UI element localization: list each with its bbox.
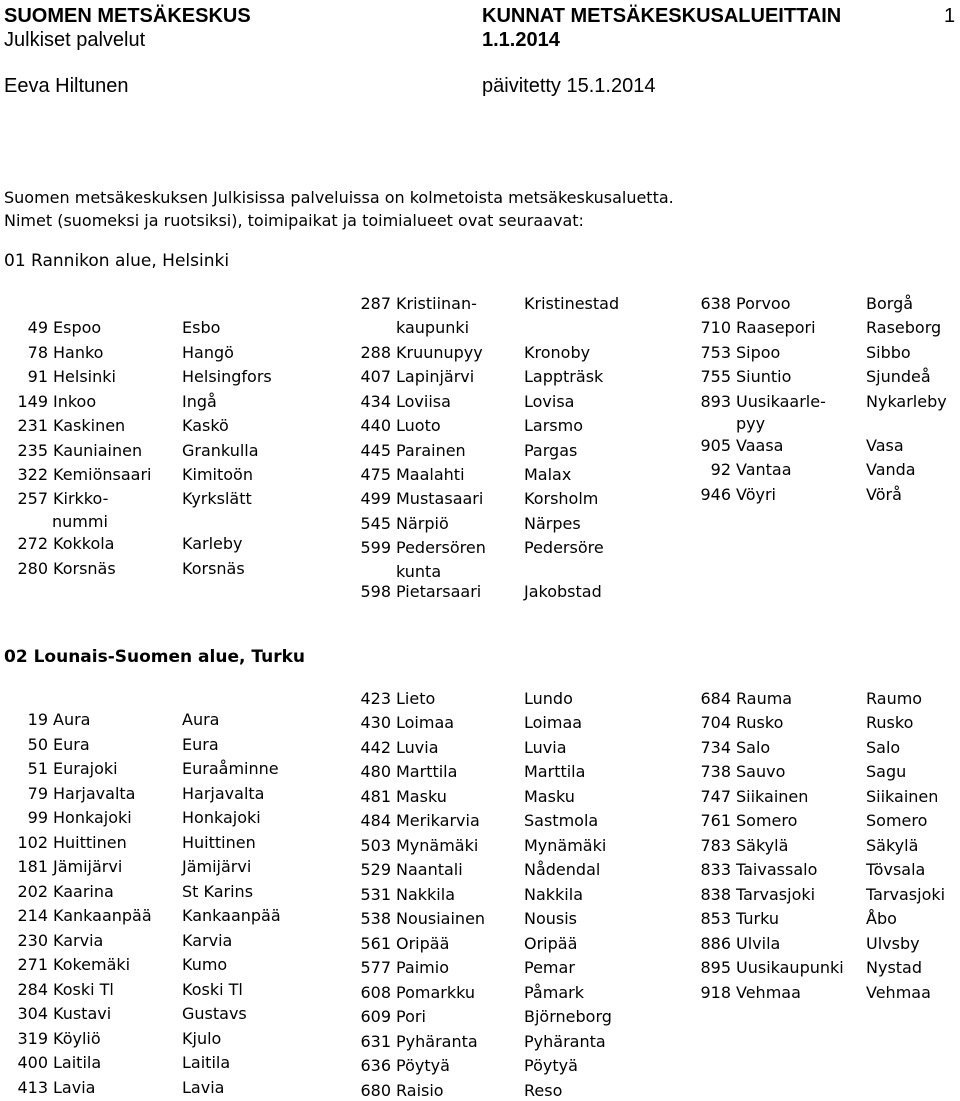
municipality-name-fi: Uusikaupunki — [736, 958, 844, 977]
municipality-number: 423 — [360, 689, 391, 708]
municipality-name-sv: Euraåminne — [182, 759, 279, 778]
municipality-name-sv: Gustavs — [182, 1004, 247, 1023]
municipality-number: 946 — [700, 485, 731, 504]
municipality-name-sv: Vanda — [866, 460, 916, 479]
municipality-name-fi: Harjavalta — [53, 784, 136, 803]
municipality-name-sv: Nousis — [524, 909, 578, 928]
municipality-name-fi: Luvia — [396, 738, 439, 757]
municipality-name-fi: Vaasa — [736, 436, 784, 455]
municipality-number: 531 — [360, 885, 391, 904]
municipality-name-fi: Masku — [396, 787, 447, 806]
municipality-name-sv: Harjavalta — [182, 784, 265, 803]
municipality-name-fi: Oripää — [396, 934, 450, 953]
municipality-name-fi: Eurajoki — [53, 759, 118, 778]
municipality-name-fi: Paimio — [396, 958, 449, 977]
municipality-number: 442 — [360, 738, 391, 757]
municipality-name-fi: Jämijärvi — [53, 857, 123, 876]
municipality-name-fi: Kokemäki — [53, 955, 131, 974]
municipality-number: 918 — [700, 983, 731, 1002]
municipality-name-fi: Eura — [53, 735, 90, 754]
municipality-name-sv: Larsmo — [524, 416, 584, 435]
municipality-number: 257 — [17, 489, 48, 508]
municipality-name-fi: Lapinjärvi — [396, 367, 475, 386]
municipality-name-sv: Nakkila — [524, 885, 583, 904]
municipality-number: 529 — [360, 860, 391, 879]
municipality-name-sv: Malax — [524, 465, 572, 484]
municipality-name-fi: Karvia — [53, 931, 104, 950]
municipality-name-sv: Tövsala — [866, 860, 926, 879]
municipality-name-fi: Marttila — [396, 762, 458, 781]
municipality-name-sv: Nystad — [866, 958, 923, 977]
municipality-number: 680 — [360, 1081, 391, 1100]
municipality-name-fi: Taivassalo — [736, 860, 818, 879]
municipality-name-sv: Sastmola — [524, 811, 599, 830]
municipality-number: 481 — [360, 787, 391, 806]
municipality-number: 480 — [360, 762, 391, 781]
municipality-number: 499 — [360, 489, 391, 508]
municipality-name-sv: Kyrkslätt — [182, 489, 252, 508]
municipality-name-fi: Mustasaari — [396, 489, 484, 508]
intro-line-1: Suomen metsäkeskuksen Julkisissa palveluissa on kolmetoista metsäkeskusaluetta. — [4, 188, 674, 207]
municipality-name-sv: Helsingfors — [182, 367, 272, 386]
municipality-number: 577 — [360, 958, 391, 977]
municipality-name-sv: Påmark — [524, 983, 584, 1002]
municipality-number: 886 — [700, 934, 731, 953]
municipality-name-sv: Oripää — [524, 934, 578, 953]
municipality-name-sv: Lovisa — [524, 392, 575, 411]
municipality-name-fi: Parainen — [396, 441, 466, 460]
municipality-name-sv: Koski Tl — [182, 980, 243, 999]
municipality-number: 181 — [17, 857, 48, 876]
municipality-number: 747 — [700, 787, 731, 806]
municipality-name-fi: Kustavi — [53, 1004, 112, 1023]
municipality-number: 853 — [700, 909, 731, 928]
municipality-name-sv: Luvia — [524, 738, 567, 757]
municipality-number: 79 — [27, 784, 48, 803]
section-title-01: 01 Rannikon alue, Helsinki — [4, 251, 230, 271]
municipality-name-fi: Rusko — [736, 713, 784, 732]
municipality-number: 91 — [27, 367, 48, 386]
municipality-name-sv: Vehmaa — [866, 983, 931, 1002]
municipality-number: 214 — [17, 906, 48, 925]
municipality-name-sv: Laitila — [182, 1053, 231, 1072]
municipality-name-sv: Närpes — [524, 514, 581, 533]
org-name: SUOMEN METSÄKESKUS — [4, 5, 251, 27]
municipality-name-fi: Loimaa — [396, 713, 455, 732]
municipality-number: 753 — [700, 343, 731, 362]
municipality-name-fi: Nousiainen — [396, 909, 486, 928]
municipality-name-fi: Siuntio — [736, 367, 792, 386]
municipality-number: 833 — [700, 860, 731, 879]
municipality-name-sv: Korsholm — [524, 489, 599, 508]
municipality-number: 561 — [360, 934, 391, 953]
municipality-number: 202 — [17, 882, 48, 901]
municipality-number: 734 — [700, 738, 731, 757]
municipality-name-fi: Lieto — [396, 689, 436, 708]
municipality-name-sv: Rusko — [866, 713, 914, 732]
updated-date: päivitetty 15.1.2014 — [482, 75, 656, 97]
municipality-name-fi: Sipoo — [736, 343, 781, 362]
municipality-number: 503 — [360, 836, 391, 855]
municipality-name-fi: Merikarvia — [396, 811, 480, 830]
municipality-name-sv: Lappträsk — [524, 367, 604, 386]
municipality-number: 445 — [360, 441, 391, 460]
municipality-name-sv: Sibbo — [866, 343, 911, 362]
municipality-name-sv: Hangö — [182, 343, 234, 362]
municipality-name-sv: Loimaa — [524, 713, 583, 732]
municipality-number: 710 — [700, 318, 731, 337]
municipality-number: 598 — [360, 582, 391, 601]
municipality-number: 319 — [17, 1029, 48, 1048]
municipality-name-fi: Kankaanpää — [53, 906, 152, 925]
municipality-name-fi: Sauvo — [736, 762, 786, 781]
municipality-name-fi: Maalahti — [396, 465, 465, 484]
municipality-name-sv: Pedersöre — [524, 538, 604, 557]
municipality-name-fi: Kruunupyy — [396, 343, 483, 362]
municipality-name-sv: Nådendal — [524, 860, 601, 879]
municipality-name-sv: Åbo — [866, 909, 897, 928]
municipality-number: 755 — [700, 367, 731, 386]
municipality-name-sv: Somero — [866, 811, 928, 830]
municipality-number: 271 — [17, 955, 48, 974]
municipality-number: 413 — [17, 1078, 48, 1097]
municipality-name-fi: Kaarina — [53, 882, 114, 901]
municipality-name-fi: Raisio — [396, 1081, 444, 1100]
municipality-number: 538 — [360, 909, 391, 928]
municipality-name-fi: Kaskinen — [53, 416, 126, 435]
municipality-name-fi: Kemiönsaari — [53, 465, 152, 484]
municipality-name-sv: Huittinen — [182, 833, 256, 852]
municipality-number: 783 — [700, 836, 731, 855]
municipality-number: 400 — [17, 1053, 48, 1072]
municipality-name-fi: Somero — [736, 811, 798, 830]
subtitle: Julkiset palvelut — [4, 29, 146, 51]
municipality-name-sv: Nykarleby — [866, 392, 947, 411]
municipality-name-sv: Karleby — [182, 534, 243, 553]
municipality-name-fi: Naantali — [396, 860, 463, 879]
municipality-number: 272 — [17, 534, 48, 553]
municipality-name-fi: Loviisa — [396, 392, 451, 411]
municipality-name-fi: Laitila — [53, 1053, 102, 1072]
municipality-name-fi: Espoo — [53, 318, 102, 337]
municipality-name-sv: Vasa — [866, 436, 904, 455]
municipality-number: 434 — [360, 392, 391, 411]
municipality-number: 50 — [27, 735, 48, 754]
municipality-name-sv: Ulvsby — [866, 934, 920, 953]
municipality-name-sv: Kristinestad — [524, 294, 620, 313]
municipality-name-fi-continued: pyy — [736, 414, 766, 433]
municipality-name-sv: Masku — [524, 787, 575, 806]
municipality-number: 304 — [17, 1004, 48, 1023]
municipality-name-sv: Sagu — [866, 762, 907, 781]
municipality-number: 280 — [17, 559, 48, 578]
municipality-number: 430 — [360, 713, 391, 732]
municipality-name-fi: Siikainen — [736, 787, 809, 806]
municipality-name-fi: Lavia — [53, 1078, 96, 1097]
municipality-name-sv: Pargas — [524, 441, 578, 460]
municipality-name-sv: Kimitoön — [182, 465, 253, 484]
municipality-name-sv: Kaskö — [182, 416, 229, 435]
municipality-name-fi: Vantaa — [736, 460, 792, 479]
municipality-name-fi: Pietarsaari — [396, 582, 482, 601]
municipality-name-sv: Raseborg — [866, 318, 942, 337]
municipality-number: 484 — [360, 811, 391, 830]
municipality-name-sv: Vörå — [866, 485, 902, 504]
municipality-name-sv: Aura — [182, 710, 220, 729]
municipality-name-sv: Ingå — [182, 392, 217, 411]
municipality-name-sv: Karvia — [182, 931, 233, 950]
municipality-name-sv: Lavia — [182, 1078, 225, 1097]
municipality-number: 636 — [360, 1056, 391, 1075]
municipality-number: 407 — [360, 367, 391, 386]
municipality-name-sv: Reso — [524, 1081, 563, 1100]
municipality-name-fi: Pyhäranta — [396, 1032, 478, 1051]
municipality-name-sv: Borgå — [866, 294, 914, 313]
municipality-name-fi: Köyliö — [53, 1029, 101, 1048]
municipality-name-fi: Närpiö — [396, 514, 449, 533]
municipality-name-fi: Raasepori — [736, 318, 816, 337]
municipality-name-fi: Porvoo — [736, 294, 791, 313]
municipality-number: 19 — [27, 710, 48, 729]
municipality-name-sv: Pyhäranta — [524, 1032, 606, 1051]
municipality-number: 738 — [700, 762, 731, 781]
municipality-name-fi: Pöytyä — [396, 1056, 450, 1075]
municipality-number: 895 — [700, 958, 731, 977]
municipality-name-sv: Jämijärvi — [182, 857, 252, 876]
municipality-number: 440 — [360, 416, 391, 435]
municipality-name-fi: Kauniainen — [53, 441, 143, 460]
municipality-name-fi: Pomarkku — [396, 983, 476, 1002]
municipality-number: 284 — [17, 980, 48, 999]
municipality-number: 235 — [17, 441, 48, 460]
municipality-name-sv: Kjulo — [182, 1029, 222, 1048]
municipality-name-fi: Kirkko- — [53, 489, 109, 508]
municipality-name-sv: Jakobstad — [524, 582, 602, 601]
municipality-name-fi: Mynämäki — [396, 836, 479, 855]
municipality-name-fi-continued: kunta — [396, 562, 442, 581]
municipality-name-sv: Lundo — [524, 689, 573, 708]
document-date: 1.1.2014 — [482, 29, 560, 51]
municipality-name-fi-continued: nummi — [52, 512, 108, 531]
municipality-name-sv: Kumo — [182, 955, 228, 974]
municipality-name-sv: Marttila — [524, 762, 586, 781]
municipality-name-sv: Esbo — [182, 318, 221, 337]
municipality-number: 231 — [17, 416, 48, 435]
municipality-number: 905 — [700, 436, 731, 455]
intro-line-2: Nimet (suomeksi ja ruotsiksi), toimipaikat ja toimialueet ovat seuraavat: — [4, 211, 584, 230]
municipality-number: 838 — [700, 885, 731, 904]
municipality-name-fi: Honkajoki — [53, 808, 132, 827]
municipality-name-fi: Korsnäs — [53, 559, 116, 578]
municipality-name-sv: Raumo — [866, 689, 923, 708]
municipality-number: 288 — [360, 343, 391, 362]
municipality-name-sv: Pemar — [524, 958, 575, 977]
municipality-name-sv: Tarvasjoki — [866, 885, 946, 904]
municipality-number: 609 — [360, 1007, 391, 1026]
municipality-number: 49 — [27, 318, 48, 337]
municipality-number: 149 — [17, 392, 48, 411]
municipality-number: 51 — [27, 759, 48, 778]
municipality-name-sv: Säkylä — [866, 836, 919, 855]
municipality-name-sv: Sjundeå — [866, 367, 931, 386]
municipality-name-fi: Kokkola — [53, 534, 115, 553]
municipality-name-fi: Uusikaarle- — [736, 392, 826, 411]
document-title: KUNNAT METSÄKESKUSALUEITTAIN — [482, 5, 842, 27]
municipality-name-fi: Inkoo — [53, 392, 97, 411]
municipality-name-sv: Pöytyä — [524, 1056, 578, 1075]
municipality-name-fi: Säkylä — [736, 836, 789, 855]
municipality-name-sv: Siikainen — [866, 787, 939, 806]
municipality-number: 684 — [700, 689, 731, 708]
municipality-number: 102 — [17, 833, 48, 852]
municipality-name-sv: Honkajoki — [182, 808, 261, 827]
municipality-number: 322 — [17, 465, 48, 484]
municipality-number: 761 — [700, 811, 731, 830]
municipality-number: 99 — [27, 808, 48, 827]
municipality-name-sv: St Karins — [182, 882, 254, 901]
municipality-number: 704 — [700, 713, 731, 732]
municipality-name-fi-continued: kaupunki — [396, 318, 470, 337]
municipality-name-fi: Aura — [53, 710, 91, 729]
municipality-number: 608 — [360, 983, 391, 1002]
municipality-name-fi: Vehmaa — [736, 983, 801, 1002]
municipality-name-fi: Helsinki — [53, 367, 116, 386]
municipality-name-fi: Tarvasjoki — [736, 885, 816, 904]
municipality-name-sv: Björneborg — [524, 1007, 612, 1026]
municipality-number: 893 — [700, 392, 731, 411]
municipality-name-fi: Huittinen — [53, 833, 127, 852]
municipality-number: 78 — [27, 343, 48, 362]
municipality-name-sv: Salo — [866, 738, 901, 757]
municipality-number: 545 — [360, 514, 391, 533]
municipality-number: 631 — [360, 1032, 391, 1051]
municipality-name-fi: Vöyri — [736, 485, 776, 504]
municipality-name-fi: Hanko — [53, 343, 104, 362]
municipality-name-fi: Pedersören — [396, 538, 486, 557]
municipality-name-fi: Ulvila — [736, 934, 781, 953]
municipality-name-fi: Salo — [736, 738, 771, 757]
municipality-name-sv: Eura — [182, 735, 219, 754]
municipality-number: 599 — [360, 538, 391, 557]
municipality-number: 638 — [700, 294, 731, 313]
municipality-name-sv: Kronoby — [524, 343, 591, 362]
municipality-name-sv: Mynämäki — [524, 836, 607, 855]
municipality-name-fi: Turku — [736, 909, 779, 928]
page-number: 1 — [944, 5, 956, 27]
municipality-name-sv: Korsnäs — [182, 559, 245, 578]
municipality-number: 92 — [710, 460, 731, 479]
municipality-name-sv: Kankaanpää — [182, 906, 281, 925]
municipality-name-fi: Rauma — [736, 689, 793, 708]
municipality-name-fi: Koski Tl — [53, 980, 114, 999]
section-title-02: 02 Lounais-Suomen alue, Turku — [4, 647, 305, 667]
municipality-number: 287 — [360, 294, 391, 313]
author: Eeva Hiltunen — [4, 75, 129, 97]
municipality-name-fi: Kristiinan- — [396, 294, 477, 313]
municipality-number: 475 — [360, 465, 391, 484]
municipality-number: 230 — [17, 931, 48, 950]
municipality-name-sv: Grankulla — [182, 441, 259, 460]
municipality-name-fi: Pori — [396, 1007, 426, 1026]
municipality-name-fi: Luoto — [396, 416, 441, 435]
municipality-name-fi: Nakkila — [396, 885, 455, 904]
